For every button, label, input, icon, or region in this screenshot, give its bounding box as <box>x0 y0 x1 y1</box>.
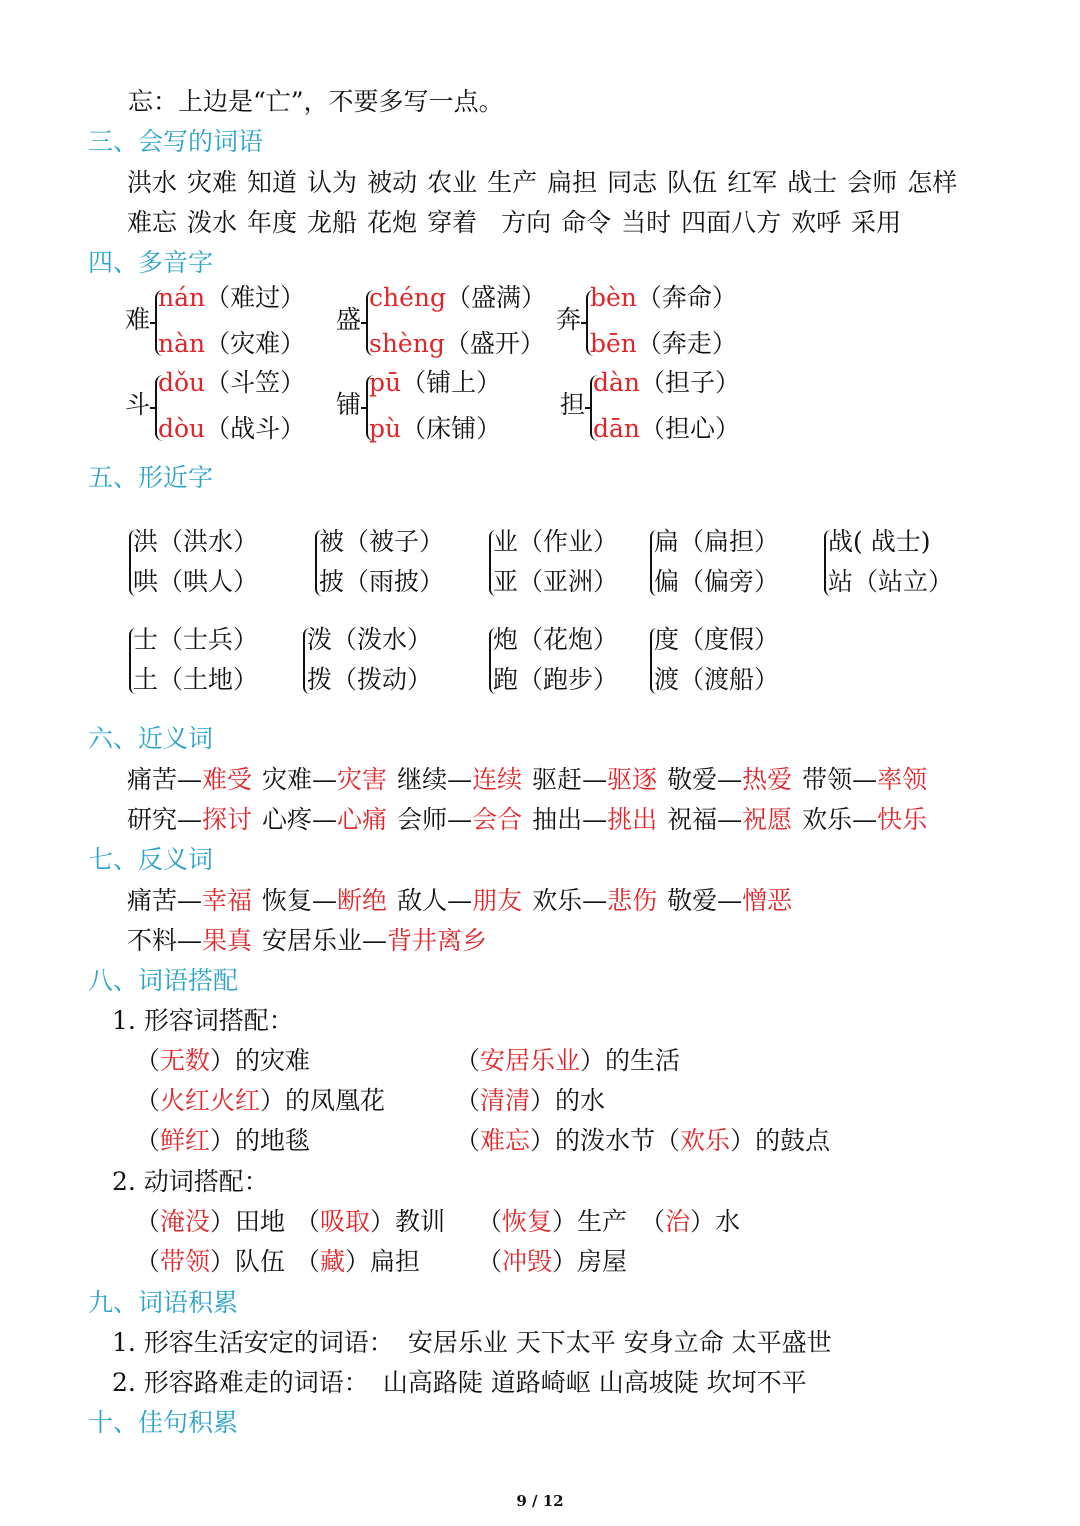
word: 采用 <box>851 208 902 237</box>
word: 同志 <box>607 168 658 197</box>
word: 农业 <box>427 168 478 197</box>
polyphone-reading-1: dàn（担子） <box>593 368 741 397</box>
word: 怎样 <box>907 168 958 197</box>
section-9-heading: 九、词语积累 <box>88 1288 239 1317</box>
antonyms-row-1: 痛苦—幸福 恢复—断绝 敌人—朋友 欢乐—悲伤 敬爱—憎恶 <box>127 886 793 915</box>
section-6-heading: 六、近义词 <box>88 724 214 753</box>
similar-char-a: 扁（扁担） <box>654 527 780 556</box>
collocation-item: （火红火红）的凤凰花 <box>135 1086 386 1115</box>
section-10-heading: 十、佳句积累 <box>88 1408 239 1437</box>
polyphone-char: 担 <box>560 390 586 419</box>
section-5-heading: 五、形近字 <box>88 463 214 492</box>
polyphone-reading-2: shèng（盛开） <box>369 329 545 358</box>
collocation-item: （藏）扁担 <box>295 1247 421 1276</box>
similar-char-a: 洪（洪水） <box>133 527 259 556</box>
similar-char-b: 渡（渡船） <box>654 665 780 694</box>
word: 难忘 <box>127 208 178 237</box>
synonyms-row-2: 研究—探讨 心疼—心痛 会师—会合 抽出—挑出 祝福—祝愿 欢乐—快乐 <box>127 805 928 834</box>
antonyms-row-2: 不料—果真 安居乐业—背井离乡 <box>127 926 488 955</box>
word: 泼水 <box>187 208 238 237</box>
word: 穿着 <box>427 208 478 237</box>
write-words-row-1 <box>127 168 957 198</box>
polyphone-reading-2: pù（床铺） <box>369 414 502 443</box>
word: 队伍 <box>667 168 718 197</box>
polyphone-reading-1: nán（难过） <box>158 283 306 312</box>
polyphone-reading-2: dòu（战斗） <box>158 414 306 443</box>
word: 年度 <box>247 208 298 237</box>
collocation-item: （治）水 <box>640 1207 741 1236</box>
word: 扁担 <box>547 168 598 197</box>
section-8-heading: 八、词语搭配 <box>88 966 239 995</box>
similar-char-a: 战( 战士) <box>828 527 931 556</box>
similar-char-a: 士（士兵） <box>133 625 259 654</box>
collocation-item: （难忘）的泼水节（欢乐）的鼓点 <box>455 1126 831 1155</box>
polyphone-reading-2: dān（担心） <box>593 414 741 443</box>
word: 知道 <box>247 168 298 197</box>
word: 当时 <box>621 208 672 237</box>
collocation-item: （无数）的灾难 <box>135 1046 311 1075</box>
collocation-item: （吸取）教训 <box>295 1207 446 1236</box>
polyphone-char: 盛 <box>336 305 362 334</box>
similar-char-b: 站（站立） <box>828 567 954 596</box>
word: 生产 <box>487 168 538 197</box>
similar-char-b: 亚（亚洲） <box>493 567 619 596</box>
page-number: 9 / 12 <box>516 1492 564 1510</box>
polyphone-reading-2: bēn（奔走） <box>590 329 737 358</box>
similar-char-a: 被（被子） <box>319 527 445 556</box>
word: 四面八方 <box>681 208 782 237</box>
intro-line: 忘：上边是“亡”，不要多写一点。 <box>128 87 504 116</box>
similar-char-b: 土（土地） <box>133 665 259 694</box>
collocation-item: （鲜红）的地毯 <box>135 1126 311 1155</box>
word: 认为 <box>307 168 358 197</box>
similar-char-b: 跑（跑步） <box>493 665 619 694</box>
section-3-heading: 三、会写的词语 <box>88 127 264 156</box>
adj-collocation-title: 1. 形容词搭配： <box>112 1006 294 1035</box>
accumulation-row-1: 1. 形容生活安定的词语： 安居乐业 天下太平 安身立命 太平盛世 <box>112 1328 832 1357</box>
polyphone-reading-1: chéng（盛满） <box>369 283 547 312</box>
similar-char-a: 炮（花炮） <box>493 625 619 654</box>
collocation-item: （安居乐业）的生活 <box>455 1046 681 1075</box>
similar-char-b: 偏（偏旁） <box>654 567 780 596</box>
word: 欢呼 <box>791 208 842 237</box>
word: 方向 <box>501 208 552 237</box>
polyphone-char: 难 <box>125 305 151 334</box>
write-words-row-2 <box>127 208 901 238</box>
word: 灾难 <box>187 168 238 197</box>
section-7-heading: 七、反义词 <box>88 845 214 874</box>
word: 会师 <box>847 168 898 197</box>
verb-collocation-title: 2. 动词搭配： <box>112 1167 269 1196</box>
word: 红军 <box>727 168 778 197</box>
polyphone-reading-2: nàn（灾难） <box>158 329 306 358</box>
similar-char-b: 披（雨披） <box>319 567 445 596</box>
collocation-item: （恢复）生产 <box>477 1207 628 1236</box>
word: 洪水 <box>127 168 178 197</box>
polyphone-reading-1: bèn（奔命） <box>590 283 737 312</box>
similar-char-b: 哄（哄人） <box>133 567 259 596</box>
word: 战士 <box>787 168 838 197</box>
word: 命令 <box>561 208 612 237</box>
collocation-item: （冲毁）房屋 <box>477 1247 628 1276</box>
polyphone-reading-1: dǒu（斗笠） <box>158 368 306 397</box>
polyphone-char: 奔 <box>556 305 582 334</box>
polyphone-reading-1: pū（铺上） <box>369 368 502 397</box>
section-4-heading: 四、多音字 <box>88 248 214 277</box>
word: 龙船 <box>307 208 358 237</box>
polyphone-char: 铺 <box>336 390 362 419</box>
synonyms-row-1: 痛苦—难受 灾难—灾害 继续—连续 驱赶—驱逐 敬爱—热爱 带领—率领 <box>127 765 928 794</box>
polyphone-char: 斗 <box>125 390 151 419</box>
word: 被动 <box>367 168 418 197</box>
word: 花炮 <box>367 208 418 237</box>
collocation-item: （清清）的水 <box>455 1086 606 1115</box>
collocation-item: （带领）队伍 <box>135 1247 286 1276</box>
similar-char-b: 拨（拨动） <box>307 665 433 694</box>
similar-char-a: 度（度假） <box>654 625 780 654</box>
similar-char-a: 泼（泼水） <box>307 625 433 654</box>
similar-char-a: 业（作业） <box>493 527 619 556</box>
collocation-item: （淹没）田地 <box>135 1207 286 1236</box>
accumulation-row-2: 2. 形容路难走的词语： 山高路陡 道路崎岖 山高坡陡 坎坷不平 <box>112 1368 807 1397</box>
